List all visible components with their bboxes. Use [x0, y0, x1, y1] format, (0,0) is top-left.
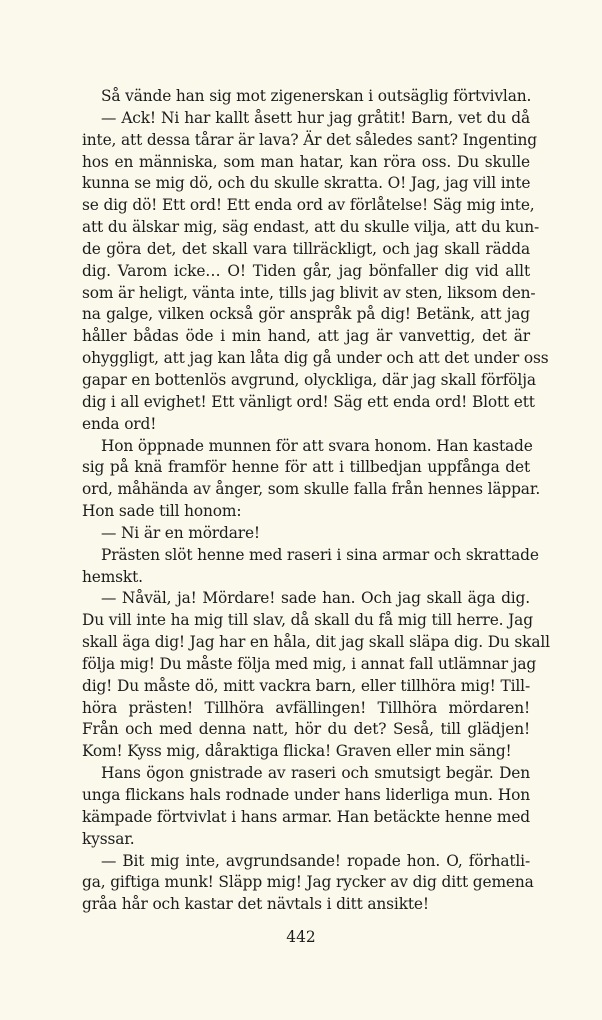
text-line: unga flickans hals rodnade under hans liderliga mun. Hon — [82, 786, 530, 804]
text-line: ohyggligt, att jag kan låta dig gå under och att det under oss — [82, 349, 549, 368]
text-line: dig! Du måste dö, mitt vackra barn, eller tillhöra mig! Till- — [82, 676, 530, 695]
text-line: Hans ögon gnistrade av raseri och smutsigt begär. Den — [101, 764, 530, 783]
text-line: Hon sade till honom: — [82, 502, 242, 521]
text-line: Så vände han sig mot zigenerskan i outsäglig förtvivlan. — [101, 87, 532, 105]
text-line: hemskt. — [82, 567, 143, 586]
text-line: dig. Varom icke… O! Tiden går, jag bönfaller dig vid allt — [82, 261, 530, 280]
text-line: Från och med denna natt, hör du det? Seså, till glädjen! — [82, 720, 530, 739]
text-line: höra prästen! Tillhöra avfällingen! Tillhöra mördaren! — [82, 698, 530, 717]
text-line: följa mig! Du måste följa med mig, i annat fall utlämnar jag — [82, 654, 537, 673]
page-number: 442 — [286, 928, 316, 946]
text-line: Hon öppnade munnen för att svara honom. Han kastade — [101, 436, 533, 455]
text-line: gapar en bottenlös avgrund, olyckliga, där jag skall förfölja — [82, 370, 536, 389]
text-line: Prästen slöt henne med raseri i sina armar och skrattade — [101, 545, 539, 564]
text-line: ord, måhända av ånger, som skulle falla från hennes läppar. — [82, 480, 541, 499]
text-line: kämpade förtvivlat i hans armar. Han betäckte henne med — [82, 807, 530, 826]
text-line: na galge, vilken också gör anspråk på dig! Betänk, att jag — [82, 305, 530, 324]
text-line: hos en människa, som man hatar, kan röra oss. Du skulle — [82, 152, 530, 171]
text-line: som är heligt, vänta inte, tills jag blivit av sten, liksom den- — [82, 283, 536, 302]
text-line: skall äga dig! Jag har en håla, dit jag skall släpa dig. Du skall — [82, 633, 550, 652]
text-line: de göra det, det skall vara tillräckligt, och jag skall rädda — [82, 239, 530, 258]
text-line: håller bådas öde i min hand, att jag är vanvettig, det är — [82, 327, 530, 346]
text-line: sig på knä framför henne för att i tillbedjan uppfånga det — [82, 458, 530, 477]
text-line: ga, giftiga munk! Släpp mig! Jag rycker av dig ditt gemena — [82, 873, 534, 892]
text-line: kyssar. — [82, 829, 135, 848]
text-line: Kom! Kyss mig, dåraktiga flicka! Graven eller min säng! — [82, 742, 512, 761]
text-line: inte, att dessa tårar är lava? Är det således sant? Ingenting — [82, 130, 538, 149]
text-line: Du vill inte ha mig till slav, då skall du få mig till herre. Jag — [82, 611, 533, 630]
text-line: enda ord! — [82, 414, 157, 433]
text-line: att du älskar mig, säg endast, att du skulle vilja, att du kun- — [82, 218, 540, 237]
text-line: — Nåväl, ja! Mördare! sade han. Och jag skall äga dig. — [101, 589, 530, 608]
body-text — [82, 86, 550, 916]
text-line: dig i all evighet! Ett vänligt ord! Säg ett enda ord! Blott ett — [82, 392, 535, 411]
text-line: kunna se mig dö, och du skulle skratta. O! Jag, jag vill inte — [82, 174, 531, 193]
text-line: — Ack! Ni har kallt åsett hur jag gråtit! Barn, vet du då — [101, 108, 530, 127]
text-line: — Bit mig inte, avgrundsande! ropade hon. O, förhatli- — [101, 851, 530, 870]
text-line: se dig dö! Ett ord! Ett enda ord av förlåtelse! Säg mig inte, — [82, 196, 535, 215]
text-line: — Ni är en mördare! — [101, 523, 260, 542]
text-line: gråa hår och kastar det nävtals i ditt ansikte! — [82, 895, 429, 914]
